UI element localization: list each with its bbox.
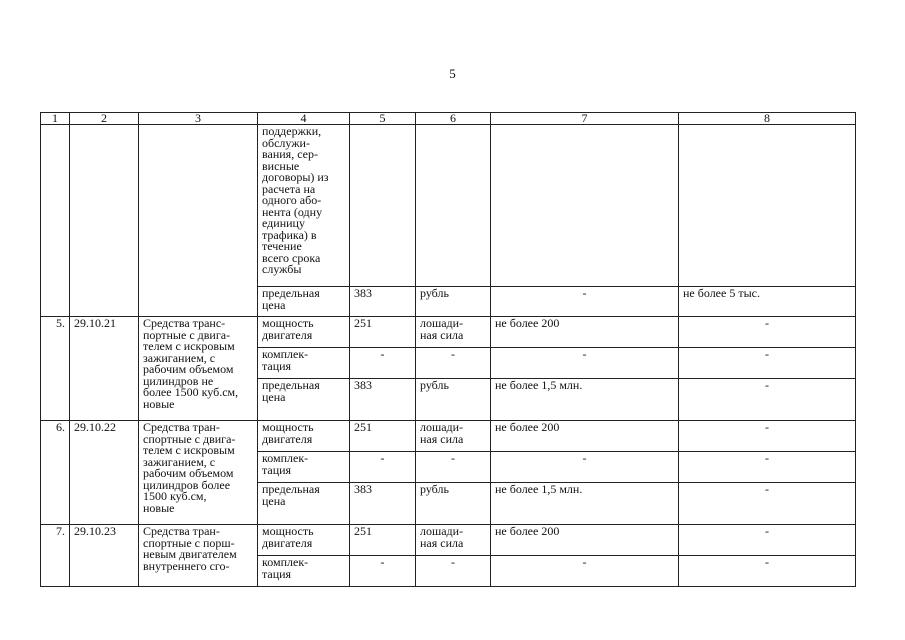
row-number-cell: 5.: [41, 317, 70, 421]
unit-code-cell: 383: [350, 483, 416, 525]
value-cell: [491, 125, 679, 287]
unit-name-cell: рубль: [416, 287, 491, 317]
table-row: [41, 125, 856, 287]
column-number: 5: [350, 113, 416, 125]
value-cell: не более 200: [491, 421, 679, 452]
value-cell: -: [679, 379, 856, 421]
characteristic-text: мощность двигателя: [262, 524, 314, 550]
characteristic-cell: [258, 525, 350, 556]
characteristic-text: комплек- тация: [262, 555, 309, 581]
value-cell: -: [679, 556, 856, 587]
value-cell: -: [491, 556, 679, 587]
characteristic-text: предельная цена: [262, 482, 320, 508]
code-cell: 29.10.21: [70, 317, 139, 421]
unit-name-text: лошади- ная сила: [420, 524, 464, 550]
unit-name-text: лошади- ная сила: [420, 420, 464, 446]
table-row: [41, 421, 856, 452]
value-cell: -: [679, 421, 856, 452]
column-number: 3: [139, 113, 258, 125]
description-cell: [139, 125, 258, 317]
table-row: [41, 317, 856, 348]
value-cell: -: [491, 287, 679, 317]
unit-code-cell: 251: [350, 525, 416, 556]
unit-name-cell: [416, 421, 491, 452]
unit-code-cell: -: [350, 452, 416, 483]
description-cell: [139, 421, 258, 525]
unit-name-cell: рубль: [416, 379, 491, 421]
value-cell: -: [679, 317, 856, 348]
unit-name-cell: -: [416, 556, 491, 587]
unit-name-cell: [416, 317, 491, 348]
unit-code-cell: 251: [350, 317, 416, 348]
characteristic-text: предельная цена: [262, 378, 320, 404]
unit-name-cell: [416, 525, 491, 556]
value-cell: [679, 125, 856, 287]
description-text: Средства транс- портные с двига- телем с искровым зажиганием, с рабочим объемом цилиндров не более 1500 куб.см, новые: [143, 316, 239, 411]
characteristic-cell: [258, 317, 350, 348]
description-text: Средства тран- спортные с двига- телем с искровым зажиганием, с рабочим объемом цилиндров более 1500 куб.см, новые: [143, 420, 236, 515]
characteristic-cell: [258, 348, 350, 379]
characteristic-cell: [258, 421, 350, 452]
characteristic-text: комплек- тация: [262, 451, 309, 477]
description-text: Средства тран- спортные с порш- невым двигателем внутреннего сго-: [143, 524, 237, 573]
value-cell: -: [679, 483, 856, 525]
unit-code-cell: 251: [350, 421, 416, 452]
column-number: 1: [41, 113, 70, 125]
description-cell: [139, 317, 258, 421]
page-number: 5: [449, 66, 456, 81]
code-cell: 29.10.22: [70, 421, 139, 525]
unit-code-cell: 383: [350, 379, 416, 421]
characteristic-text: мощность двигателя: [262, 316, 314, 342]
characteristic-cell: [258, 379, 350, 421]
characteristic-text: поддержки, обслужи- вания, сер- висные договоры) из расчета на одного або- нента (одну единицу трафика) в течение всего срока службы: [262, 124, 329, 276]
unit-name-cell: -: [416, 348, 491, 379]
unit-code-cell: -: [350, 556, 416, 587]
value-cell: -: [491, 452, 679, 483]
specification-table: [40, 112, 856, 587]
characteristic-cell: [258, 452, 350, 483]
unit-name-cell: -: [416, 452, 491, 483]
column-number: 8: [679, 113, 856, 125]
characteristic-text: комплек- тация: [262, 347, 309, 373]
characteristic-cell: [258, 287, 350, 317]
description-cell: [139, 525, 258, 587]
table-row: [41, 525, 856, 556]
row-number-cell: [41, 125, 70, 317]
characteristic-text: мощность двигателя: [262, 420, 314, 446]
value-cell: не более 1,5 млн.: [491, 483, 679, 525]
column-number: 4: [258, 113, 350, 125]
characteristic-text: предельная цена: [262, 286, 320, 312]
column-number: 2: [70, 113, 139, 125]
value-cell: -: [679, 525, 856, 556]
unit-name-cell: [416, 125, 491, 287]
value-cell: не более 200: [491, 317, 679, 348]
code-cell: 29.10.23: [70, 525, 139, 587]
row-number-cell: 6.: [41, 421, 70, 525]
column-number: 7: [491, 113, 679, 125]
value-cell: не более 200: [491, 525, 679, 556]
characteristic-cell: [258, 125, 350, 287]
unit-code-cell: 383: [350, 287, 416, 317]
characteristic-cell: [258, 556, 350, 587]
characteristic-cell: [258, 483, 350, 525]
value-cell: -: [679, 452, 856, 483]
unit-code-cell: [350, 125, 416, 287]
column-number: 6: [416, 113, 491, 125]
code-cell: [70, 125, 139, 317]
column-number-row: [41, 113, 856, 125]
value-cell: -: [679, 348, 856, 379]
unit-name-cell: рубль: [416, 483, 491, 525]
value-cell: не более 1,5 млн.: [491, 379, 679, 421]
unit-name-text: лошади- ная сила: [420, 316, 464, 342]
value-cell: -: [491, 348, 679, 379]
value-cell: не более 5 тыс.: [679, 287, 856, 317]
row-number-cell: 7.: [41, 525, 70, 587]
unit-code-cell: -: [350, 348, 416, 379]
